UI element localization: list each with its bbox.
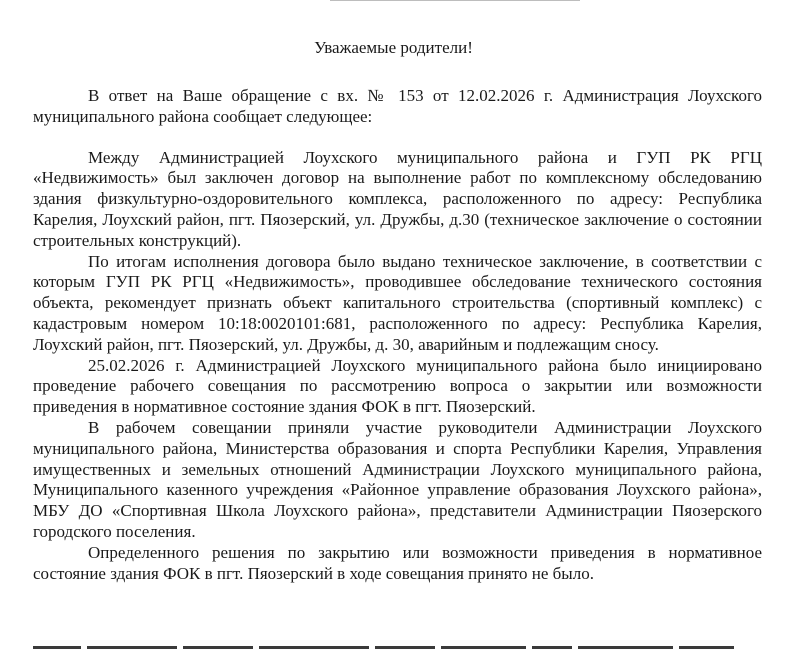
paragraph-meeting-initiated: 25.02.2026 г. Администрацией Лоухского муниципального района было инициировано проведение рабочего совещания по рассмотрению вопроса о закрытии или возможности приведения в нормативное состояние здания ФОК в пгт. Пяозерский. [33,355,762,417]
cut-off-text-line [33,646,762,654]
paragraph-meeting-participants: В рабочем совещании приняли участие руководители Администрации Лоухского муниципального района, Министерства образования и спорта Республики Карелия, Управления имущественных и земельных отношений Администрации Лоухского муниципального района, Муниципального казенного учреждения «Районное управление образования Лоухского района», МБУ ДО «Спортивная Школа Лоухского района», представители Администрации Пяозерского городского поселения. [33,417,762,541]
letter-body [33,86,762,590]
paragraph-contract: Между Администрацией Лоухского муниципального района и ГУП РК РГЦ «Недвижимость» был заключен договор на выполнение работ по комплексному обследованию здания физкультурно-оздоровительного комплекса, расположенного по адресу: Республика Карелия, Лоухский район, пгт. Пяозерский, ул. Дружбы, д.30 (техническое заключение о состоянии строительных конструкций). [33,147,762,250]
top-scan-edge [330,0,580,1]
letter-salutation: Уважаемые родители! [314,38,473,57]
paragraph-no-decision: Определенного решения по закрытию или возможности приведения в нормативное состояние здания ФОК в пгт. Пяозерский в ходе совещания принято не было. [33,542,762,583]
paragraph-technical-conclusion: По итогам исполнения договора было выдано техническое заключение, в соответствии с которым ГУП РК РГЦ «Недвижимость», проводившее обследование технического состояния объекта, рекомендует признать объект капитального строительства (спортивный комплекс) с кадастровым номером 10:18:0020101:681, расположенного по адресу: Республика Карелия, Лоухский район, пгт. Пяозерский, ул. Дружбы, д. 30, аварийным и подлежащим сносу. [33,251,762,354]
paragraph-reply-intro: В ответ на Ваше обращение с вх. № 153 от 12.02.2026 г. Администрация Лоухского муниципального района сообщает следующее: [33,86,762,126]
